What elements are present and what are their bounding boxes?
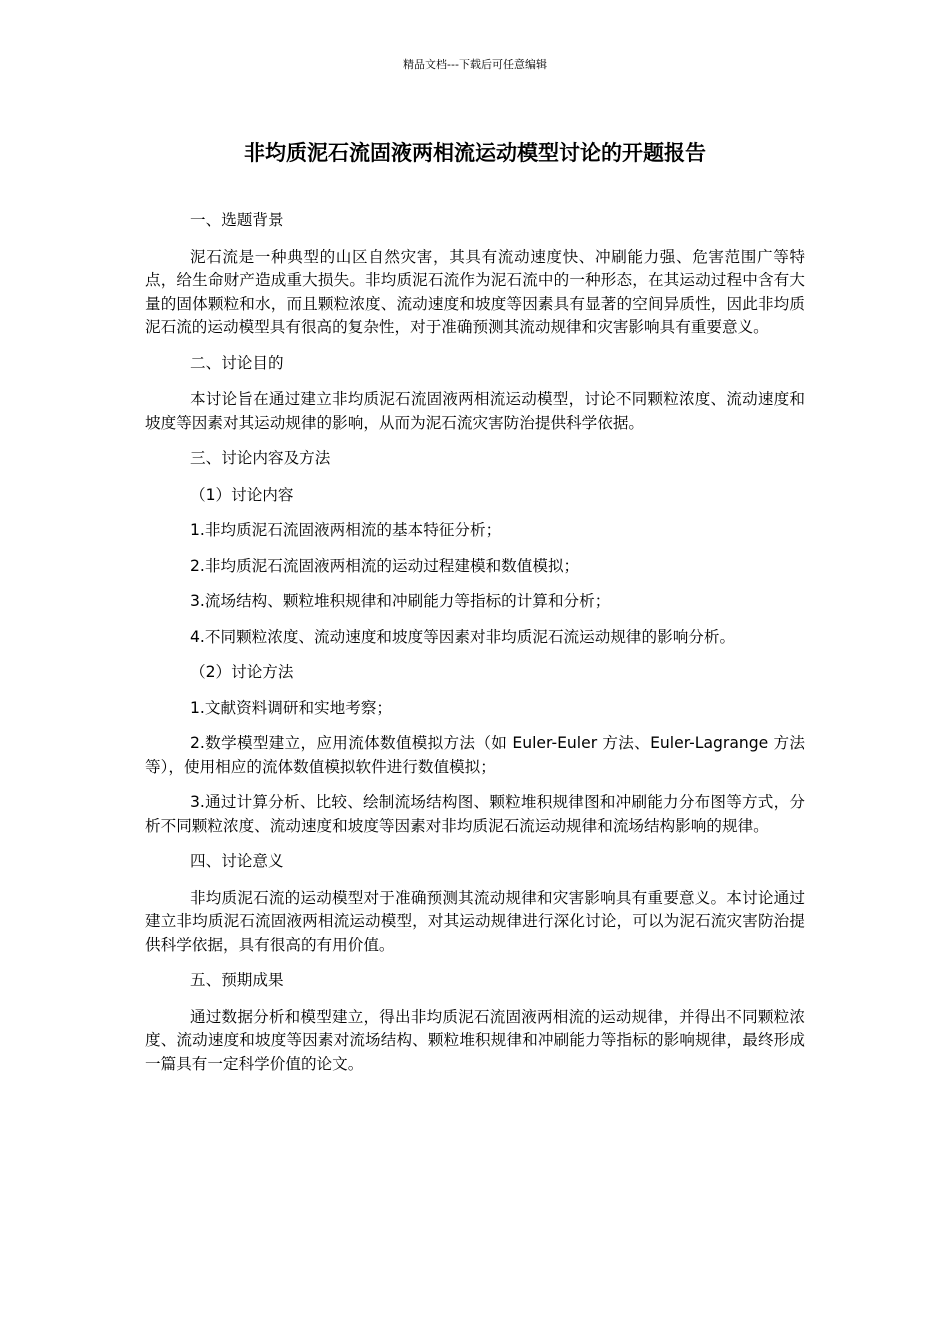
section-heading-expected-results: 五、预期成果 [190,971,284,989]
section-heading-content-method: 三、讨论内容及方法 [190,449,331,467]
list-item-method-2: 2.数学模型建立，应用流体数值模拟方法（如 Euler-Euler 方法、Euler-Lagrange 方法等），使用相应的流体数值模拟软件进行数值模拟； [145,734,805,776]
list-item-content-4: 4.不同颗粒浓度、流动速度和坡度等因素对非均质泥石流运动规律的影响分析。 [190,627,736,646]
list-item-content-1: 1.非均质泥石流固液两相流的基本特征分析； [190,521,502,539]
document-body [145,209,805,1088]
section-heading-purpose: 二、讨论目的 [190,353,284,372]
list-item-method-3: 3.通过计算分析、比较、绘制流场结构图、颗粒堆积规律图和冲刷能力分布图等方式，分析不同颗粒浓度、流动速度和坡度等因素对非均质泥石流运动规律和流场结构影响的规律。 [145,793,805,835]
paragraph-purpose: 本讨论旨在通过建立非均质泥石流固液两相流运动模型，讨论不同颗粒浓度、流动速度和坡度等因素对其运动规律的影响，从而为泥石流灾害防治提供科学依据。 [145,390,805,432]
section-heading-background: 一、选题背景 [190,211,284,229]
list-item-method-1: 1.文献资料调研和实地考察； [190,698,393,717]
document-title: 非均质泥石流固液两相流运动模型讨论的开题报告 [244,141,706,165]
list-item-content-2: 2.非均质泥石流固液两相流的运动过程建模和数值模拟； [190,556,580,575]
paragraph-background: 泥石流是一种典型的山区自然灾害，其具有流动速度快、冲刷能力强、危害范围广等特点，给生命财产造成重大损失。非均质泥石流作为泥石流中的一种形态，在其运动过程中含有大量的固体颗粒和水，而且颗粒浓度、流动速度和坡度等因素具有显著的空间异质性，因此非均质泥石流的运动模型具有很高的复杂性，对于准确预测其流动规律和灾害影响具有重要意义。 [145,247,805,336]
paragraph-significance: 非均质泥石流的运动模型对于准确预测其流动规律和灾害影响具有重要意义。本讨论通过建立非均质泥石流固液两相流运动模型，对其运动规律进行深化讨论，可以为泥石流灾害防治提供科学依据，具有很高的有用价值。 [145,888,805,954]
list-item-content-3: 3.流场结构、颗粒堆积规律和冲刷能力等指标的计算和分析； [190,592,611,610]
paragraph-expected-results: 通过数据分析和模型建立，得出非均质泥石流固液两相流的运动规律，并得出不同颗粒浓度、流动速度和坡度等因素对流场结构、颗粒堆积规律和冲刷能力等指标的影响规律，最终形成一篇具有一定科学价值的论文。 [145,1007,805,1073]
subheading-method: （2）讨论方法 [190,663,294,681]
page-header: 精品文档---下载后可任意编辑 [403,58,547,71]
section-heading-significance: 四、讨论意义 [190,852,284,870]
subheading-content: （1）讨论内容 [190,485,294,504]
